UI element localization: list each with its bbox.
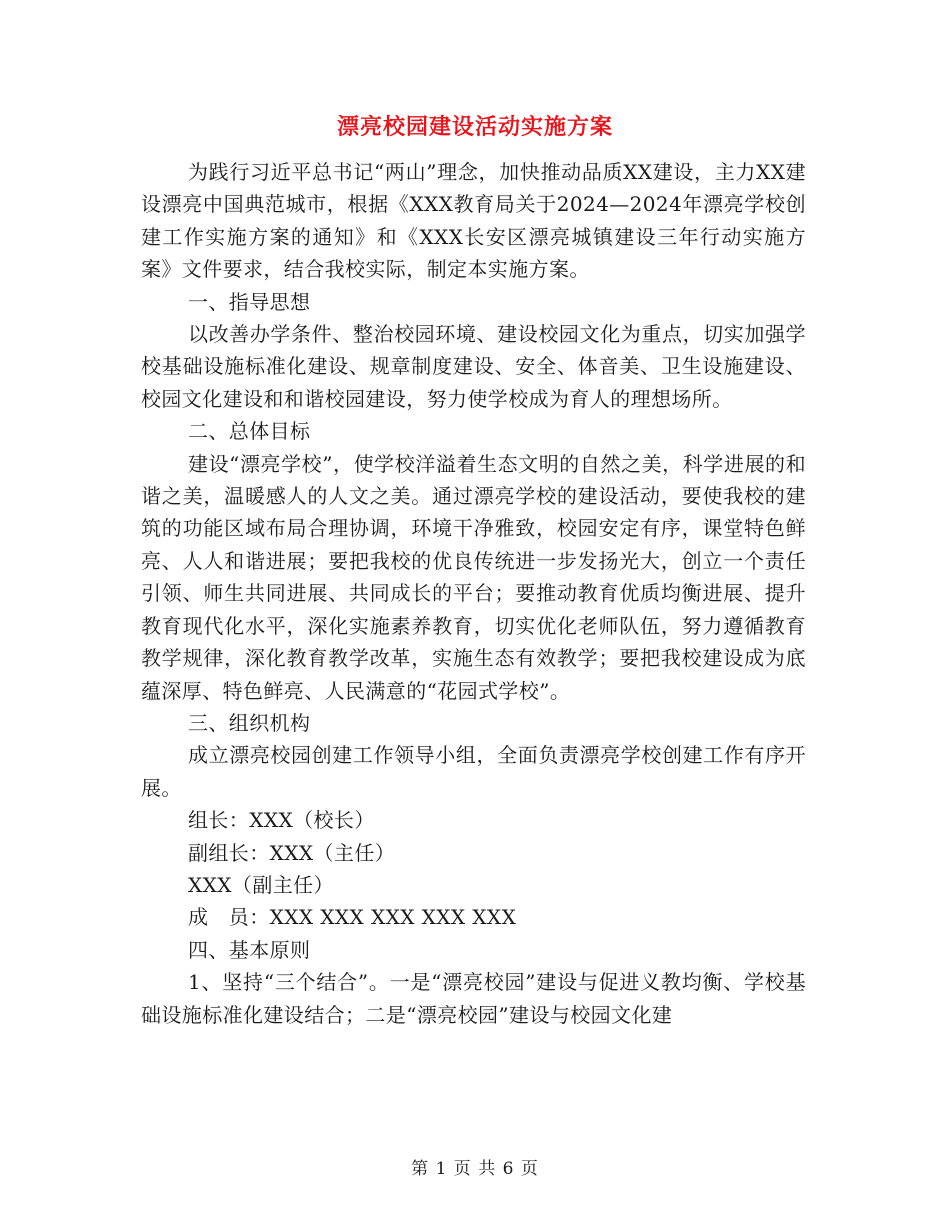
section-heading-organization: 三、组织机构: [188, 710, 311, 735]
section-heading-overall-goal: 二、总体目标: [188, 419, 311, 444]
overall-goal-paragraph: 建设“漂亮学校”，使学校洋溢着生态文明的自然之美，科学进展的和谐之美，温暖感人的人文之美。通过漂亮学校的建设活动，要使我校的建筑的功能区域布局合理协调，环境干净雅致，校园安定有序，课堂特色鲜亮、人人和谐进展；要把我校的优良传统进一步发扬光大，创立一个责任引领、师生共同进展、共同成长的平台；要推动教育优质均衡进展、提升教育现代化水平，深化实施素养教育，切实优化老师队伍，努力遵循教育教学规律，深化教育教学改革，实施生态有效教学；要把我校建设成为底蕴深厚、特色鲜亮、人民满意的“花园式学校”。: [141, 451, 806, 703]
deputy-director-line: XXX（副主任）: [188, 872, 334, 897]
deputy-leader-line: 副组长：XXX（主任）: [188, 840, 396, 865]
organization-paragraph: 成立漂亮校园创建工作领导小组，全面负责漂亮学校创建工作有序开展。: [141, 743, 806, 800]
guiding-ideology-paragraph: 以改善办学条件、整治校园环境、建设校园文化为重点，切实加强学校基础设施标准化建设、规章制度建设、安全、体音美、卫生设施建设、校园文化建设和和谐校园建设，努力使学校成为育人的理想场所。: [141, 322, 806, 411]
document-title: 漂亮校园建设活动实施方案: [336, 114, 613, 140]
section-heading-basic-principles: 四、基本原则: [188, 937, 311, 962]
principle-1-paragraph: 1、坚持“三个结合”。一是“漂亮校园”建设与促进义教均衡、学校基础设施标准化建设结合；二是“漂亮校园”建设与校园文化建: [141, 970, 806, 1027]
section-heading-guiding-ideology: 一、指导思想: [188, 289, 311, 314]
group-leader-line: 组长：XXX（校长）: [188, 808, 375, 833]
members-line: 成 员：XXX XXX XXX XXX XXX: [188, 905, 517, 930]
document-body: [141, 156, 806, 1031]
page-number: 第 1 页 共 6 页: [411, 1159, 539, 1179]
intro-paragraph: 为践行习近平总书记“两山”理念，加快推动品质XX建设，主力XX建设漂亮中国典范城市，根据《XXX教育局关于2024—2024年漂亮学校创建工作实施方案的通知》和《XXX长安区漂亮城镇建设三年行动实施方案》文件要求，结合我校实际，制定本实施方案。: [141, 160, 806, 282]
